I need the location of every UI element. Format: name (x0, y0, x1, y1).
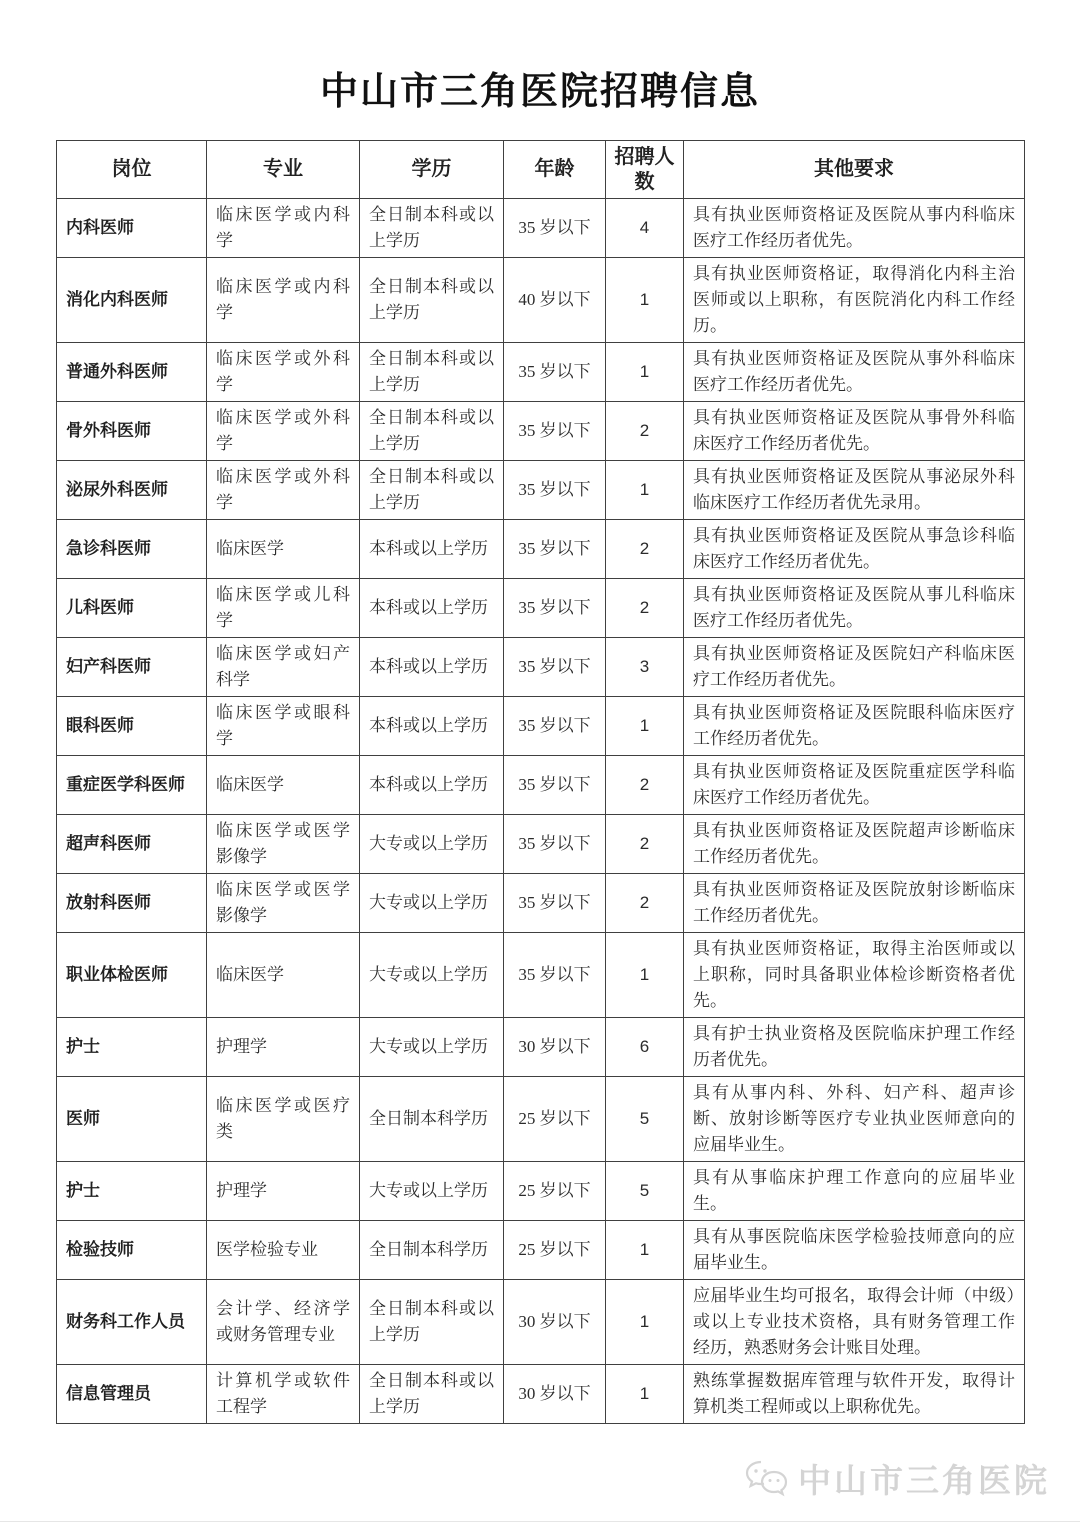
table-row (57, 933, 1025, 1018)
education-cell: 大专或以上学历 (360, 933, 504, 1018)
age-cell: 40 岁以下 (504, 258, 606, 343)
table-row (57, 1077, 1025, 1162)
headcount-cell: 6 (606, 1018, 684, 1077)
watermark-text: 中山市三角医院 (798, 1462, 1050, 1499)
education-cell: 大专或以上学历 (360, 1018, 504, 1077)
major-cell: 医学检验专业 (207, 1221, 360, 1280)
headcount-cell: 1 (606, 933, 684, 1018)
major-cell: 临床医学或妇产科学 (207, 638, 360, 697)
education-cell: 本科或以上学历 (360, 697, 504, 756)
requirements-cell: 具有护士执业资格及医院临床护理工作经历者优先。 (684, 1018, 1025, 1077)
requirements-cell: 熟练掌握数据库管理与软件开发，取得计算机类工程师或以上职称优先。 (684, 1365, 1025, 1424)
age-cell: 35 岁以下 (504, 638, 606, 697)
headcount-cell: 1 (606, 343, 684, 402)
position-cell: 儿科医师 (57, 579, 207, 638)
table-row (57, 579, 1025, 638)
age-cell: 35 岁以下 (504, 933, 606, 1018)
table-row (57, 697, 1025, 756)
requirements-cell: 具有执业医师资格证，取得主治医师或以上职称，同时具备职业体检诊断资格者优先。 (684, 933, 1025, 1018)
position-cell: 护士 (57, 1018, 207, 1077)
requirements-cell: 具有执业医师资格证及医院眼科临床医疗工作经历者优先。 (684, 697, 1025, 756)
headcount-cell: 1 (606, 461, 684, 520)
age-cell: 35 岁以下 (504, 199, 606, 258)
table-row (57, 343, 1025, 402)
position-cell: 职业体检医师 (57, 933, 207, 1018)
position-cell: 医师 (57, 1077, 207, 1162)
education-cell: 全日制本科或以上学历 (360, 461, 504, 520)
header-age: 年龄 (504, 141, 606, 199)
requirements-cell: 应届毕业生均可报名，取得会计师（中级）或以上专业技术资格，具有财务管理工作经历，熟悉财务会计账目处理。 (684, 1280, 1025, 1365)
major-cell: 临床医学 (207, 756, 360, 815)
table-row (57, 1280, 1025, 1365)
education-cell: 大专或以上学历 (360, 815, 504, 874)
requirements-cell: 具有执业医师资格证及医院从事急诊科临床医疗工作经历者优先。 (684, 520, 1025, 579)
major-cell: 会计学、经济学或财务管理专业 (207, 1280, 360, 1365)
requirements-cell: 具有执业医师资格证及医院从事儿科临床医疗工作经历者优先。 (684, 579, 1025, 638)
table-row (57, 874, 1025, 933)
education-cell: 全日制本科或以上学历 (360, 1365, 504, 1424)
age-cell: 30 岁以下 (504, 1018, 606, 1077)
major-cell: 临床医学或内科学 (207, 199, 360, 258)
age-cell: 25 岁以下 (504, 1162, 606, 1221)
education-cell: 全日制本科学历 (360, 1221, 504, 1280)
table-row (57, 199, 1025, 258)
age-cell: 25 岁以下 (504, 1077, 606, 1162)
header-row (57, 141, 1025, 199)
age-cell: 30 岁以下 (504, 1280, 606, 1365)
headcount-cell: 3 (606, 638, 684, 697)
table-row (57, 461, 1025, 520)
major-cell: 临床医学或外科学 (207, 461, 360, 520)
position-cell: 骨外科医师 (57, 402, 207, 461)
education-cell: 本科或以上学历 (360, 520, 504, 579)
page-bottom-divider (0, 1521, 1080, 1522)
table-row (57, 1018, 1025, 1077)
table-row (57, 638, 1025, 697)
headcount-cell: 5 (606, 1162, 684, 1221)
age-cell: 35 岁以下 (504, 461, 606, 520)
position-cell: 信息管理员 (57, 1365, 207, 1424)
education-cell: 全日制本科或以上学历 (360, 258, 504, 343)
position-cell: 消化内科医师 (57, 258, 207, 343)
age-cell: 30 岁以下 (504, 1365, 606, 1424)
education-cell: 本科或以上学历 (360, 579, 504, 638)
major-cell: 临床医学 (207, 933, 360, 1018)
education-cell: 大专或以上学历 (360, 1162, 504, 1221)
major-cell: 护理学 (207, 1162, 360, 1221)
major-cell: 临床医学或眼科学 (207, 697, 360, 756)
header-major: 专业 (207, 141, 360, 199)
header-headcount: 招聘人数 (606, 141, 684, 199)
requirements-cell: 具有执业医师资格证及医院妇产科临床医疗工作经历者优先。 (684, 638, 1025, 697)
position-cell: 放射科医师 (57, 874, 207, 933)
requirements-cell: 具有执业医师资格证，取得消化内科主治医师或以上职称，有医院消化内科工作经历。 (684, 258, 1025, 343)
table-row (57, 520, 1025, 579)
table-row (57, 402, 1025, 461)
position-cell: 妇产科医师 (57, 638, 207, 697)
education-cell: 大专或以上学历 (360, 874, 504, 933)
requirements-cell: 具有执业医师资格证及医院放射诊断临床工作经历者优先。 (684, 874, 1025, 933)
education-cell: 全日制本科或以上学历 (360, 1280, 504, 1365)
position-cell: 普通外科医师 (57, 343, 207, 402)
position-cell: 泌尿外科医师 (57, 461, 207, 520)
wechat-icon (744, 1459, 790, 1499)
headcount-cell: 2 (606, 520, 684, 579)
major-cell: 临床医学或外科学 (207, 343, 360, 402)
age-cell: 35 岁以下 (504, 520, 606, 579)
headcount-cell: 2 (606, 579, 684, 638)
table-row (57, 258, 1025, 343)
headcount-cell: 2 (606, 874, 684, 933)
headcount-cell: 1 (606, 258, 684, 343)
major-cell: 计算机学或软件工程学 (207, 1365, 360, 1424)
requirements-cell: 具有执业医师资格证及医院超声诊断临床工作经历者优先。 (684, 815, 1025, 874)
requirements-cell: 具有执业医师资格证及医院从事内科临床医疗工作经历者优先。 (684, 199, 1025, 258)
education-cell: 本科或以上学历 (360, 756, 504, 815)
age-cell: 35 岁以下 (504, 343, 606, 402)
table-row (57, 815, 1025, 874)
page-title: 中山市三角医院招聘信息 (319, 71, 760, 113)
requirements-cell: 具有从事内科、外科、妇产科、超声诊断、放射诊断等医疗专业执业医师意向的应届毕业生。 (684, 1077, 1025, 1162)
position-cell: 急诊科医师 (57, 520, 207, 579)
major-cell: 临床医学或医疗类 (207, 1077, 360, 1162)
education-cell: 本科或以上学历 (360, 638, 504, 697)
headcount-cell: 1 (606, 1280, 684, 1365)
table-row (57, 756, 1025, 815)
headcount-cell: 5 (606, 1077, 684, 1162)
recruitment-table (56, 140, 1025, 1424)
position-cell: 重症医学科医师 (57, 756, 207, 815)
major-cell: 临床医学或外科学 (207, 402, 360, 461)
position-cell: 检验技师 (57, 1221, 207, 1280)
age-cell: 35 岁以下 (504, 756, 606, 815)
table-row (57, 1221, 1025, 1280)
age-cell: 35 岁以下 (504, 697, 606, 756)
age-cell: 35 岁以下 (504, 579, 606, 638)
major-cell: 临床医学或儿科学 (207, 579, 360, 638)
table-row (57, 1162, 1025, 1221)
position-cell: 护士 (57, 1162, 207, 1221)
major-cell: 临床医学或医学影像学 (207, 874, 360, 933)
footer-watermark (744, 1455, 1050, 1502)
requirements-cell: 具有从事医院临床医学检验技师意向的应届毕业生。 (684, 1221, 1025, 1280)
requirements-cell: 具有执业医师资格证及医院从事外科临床医疗工作经历者优先。 (684, 343, 1025, 402)
headcount-cell: 2 (606, 815, 684, 874)
requirements-cell: 具有执业医师资格证及医院从事泌尿外科临床医疗工作经历者优先录用。 (684, 461, 1025, 520)
header-requirements: 其他要求 (684, 141, 1025, 199)
education-cell: 全日制本科学历 (360, 1077, 504, 1162)
headcount-cell: 2 (606, 756, 684, 815)
major-cell: 临床医学 (207, 520, 360, 579)
headcount-cell: 4 (606, 199, 684, 258)
age-cell: 25 岁以下 (504, 1221, 606, 1280)
headcount-cell: 1 (606, 697, 684, 756)
header-education: 学历 (360, 141, 504, 199)
age-cell: 35 岁以下 (504, 402, 606, 461)
age-cell: 35 岁以下 (504, 815, 606, 874)
table-row (57, 1365, 1025, 1424)
major-cell: 护理学 (207, 1018, 360, 1077)
position-cell: 超声科医师 (57, 815, 207, 874)
position-cell: 眼科医师 (57, 697, 207, 756)
position-cell: 财务科工作人员 (57, 1280, 207, 1365)
major-cell: 临床医学或医学影像学 (207, 815, 360, 874)
position-cell: 内科医师 (57, 199, 207, 258)
requirements-cell: 具有从事临床护理工作意向的应届毕业生。 (684, 1162, 1025, 1221)
header-position: 岗位 (57, 141, 207, 199)
education-cell: 全日制本科或以上学历 (360, 199, 504, 258)
headcount-cell: 1 (606, 1221, 684, 1280)
age-cell: 35 岁以下 (504, 874, 606, 933)
requirements-cell: 具有执业医师资格证及医院重症医学科临床医疗工作经历者优先。 (684, 756, 1025, 815)
major-cell: 临床医学或内科学 (207, 258, 360, 343)
education-cell: 全日制本科或以上学历 (360, 402, 504, 461)
headcount-cell: 1 (606, 1365, 684, 1424)
education-cell: 全日制本科或以上学历 (360, 343, 504, 402)
headcount-cell: 2 (606, 402, 684, 461)
requirements-cell: 具有执业医师资格证及医院从事骨外科临床医疗工作经历者优先。 (684, 402, 1025, 461)
